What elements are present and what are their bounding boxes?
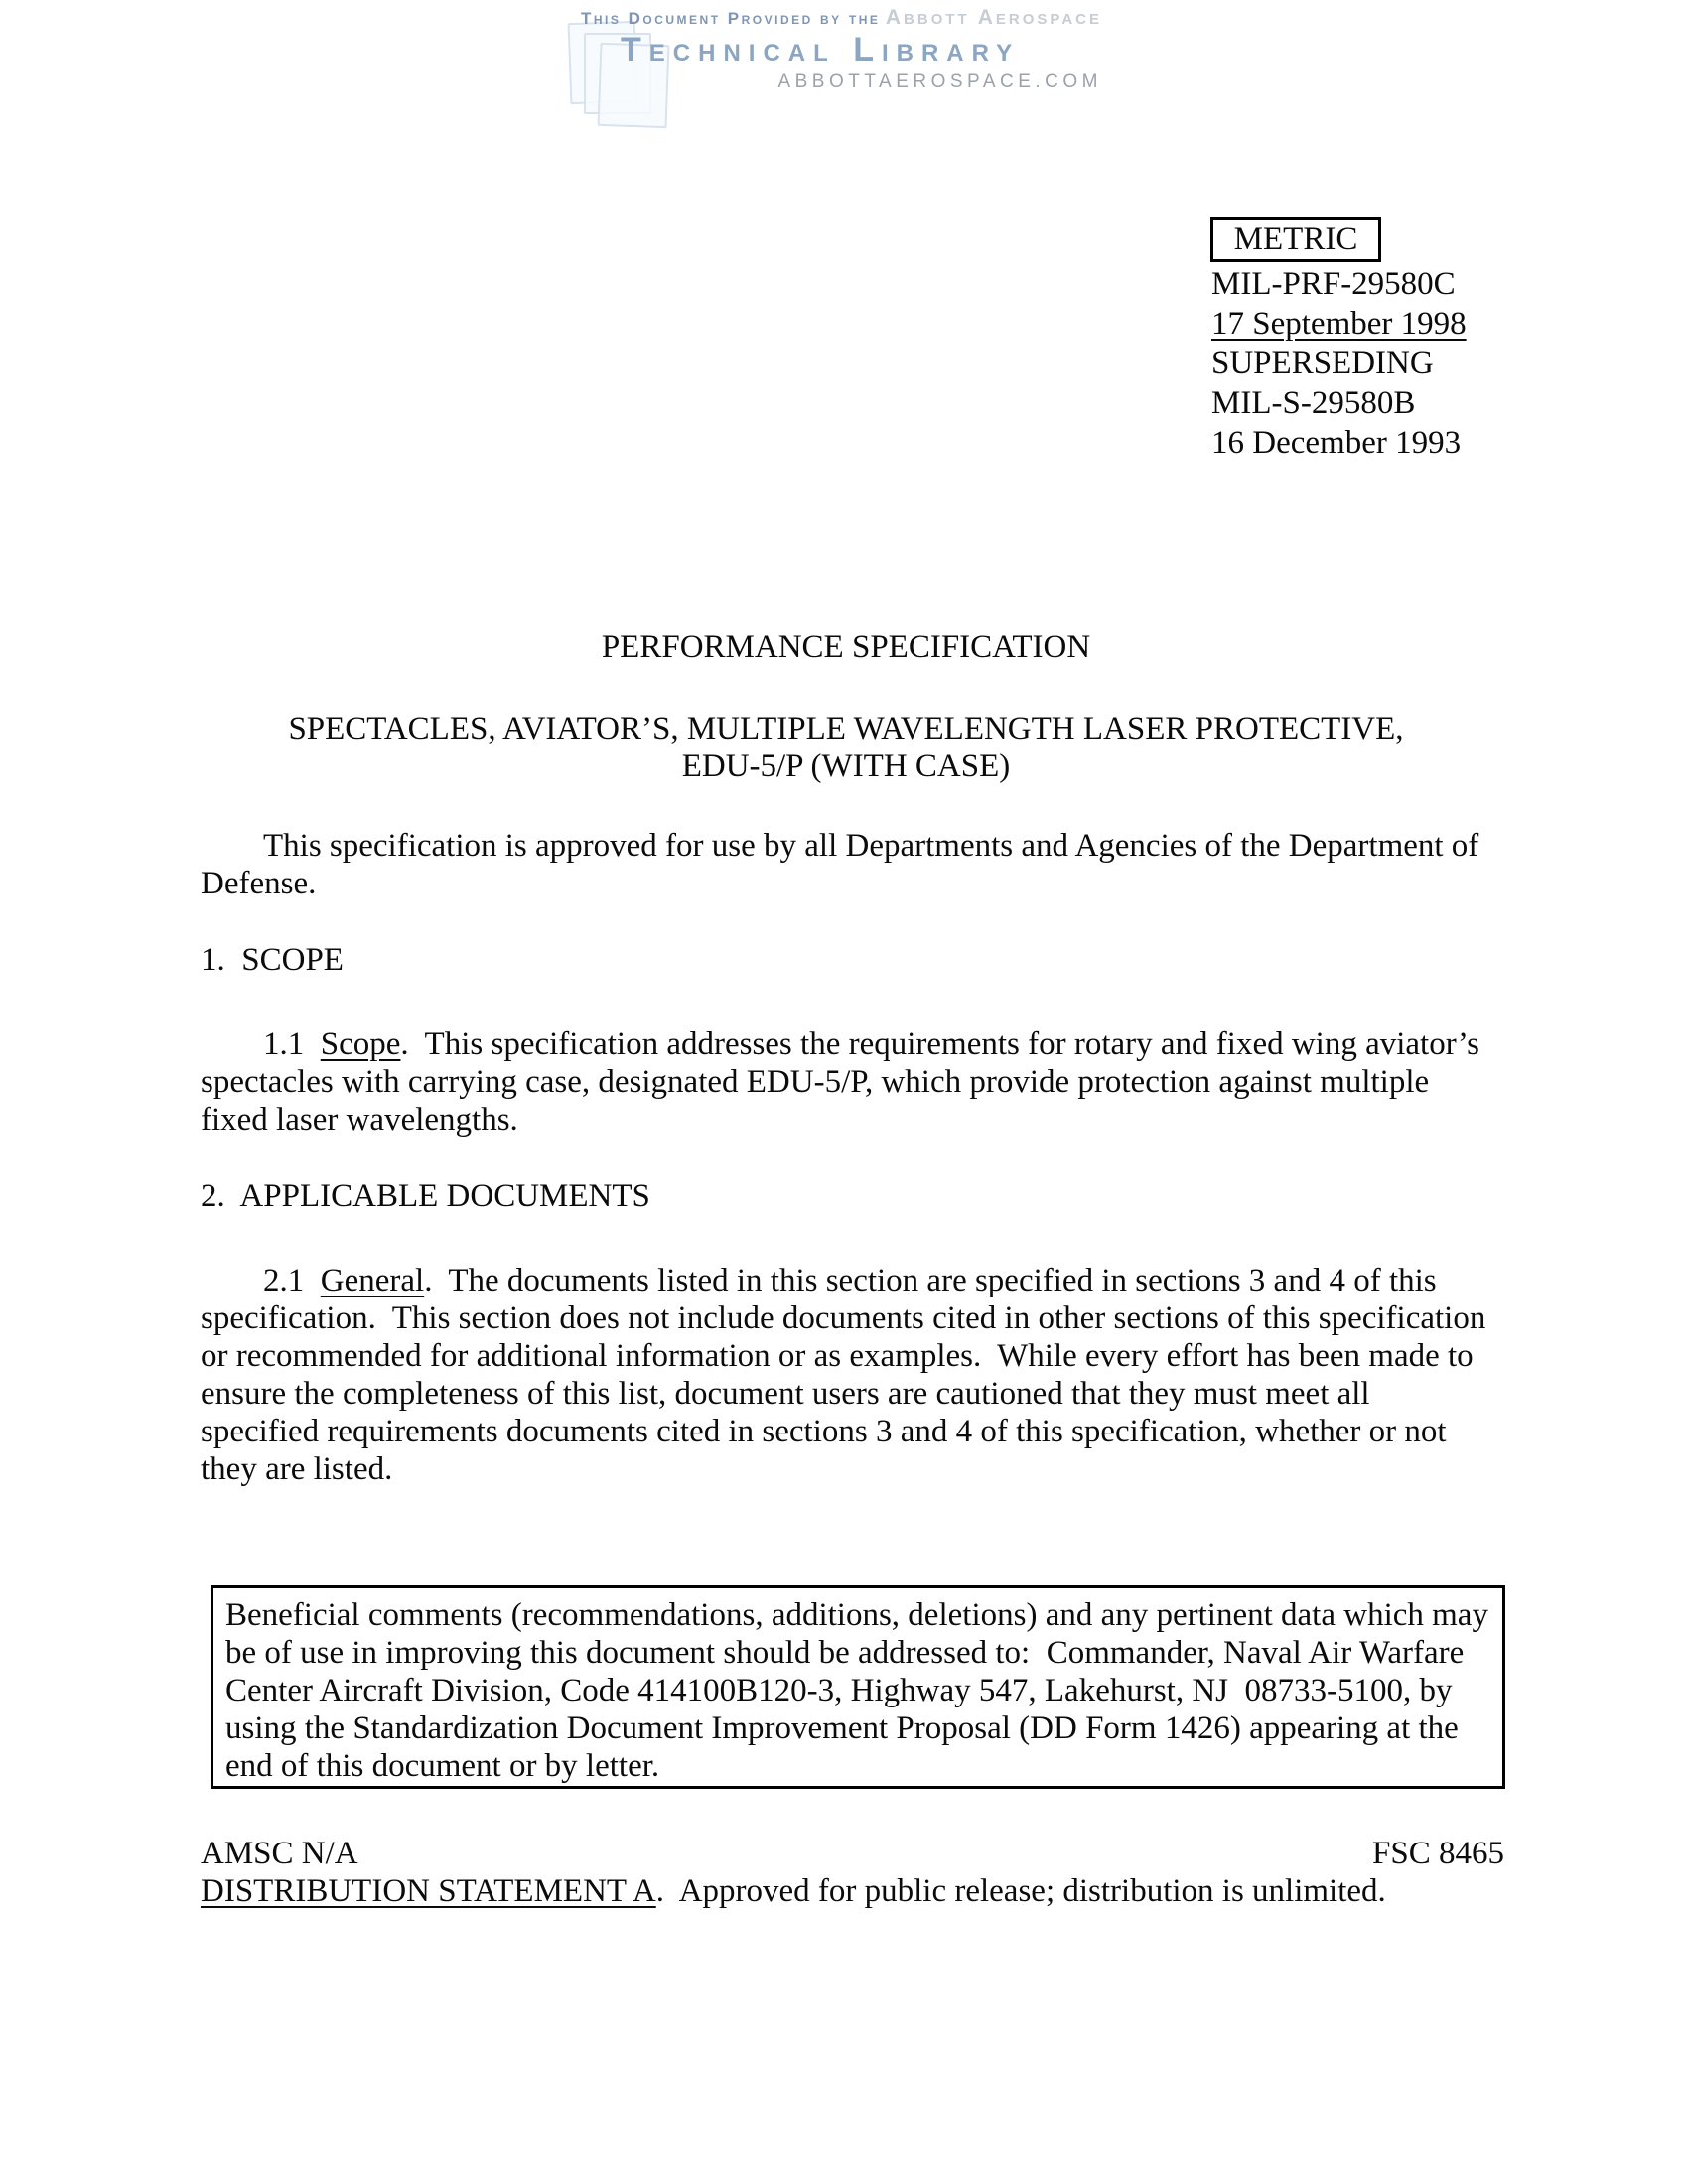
- superseding-label: SUPERSEDING: [1211, 345, 1434, 381]
- spec-number: MIL-PRF-29580C: [1211, 266, 1456, 302]
- document-title: [201, 710, 1491, 785]
- approval-line-1: This specification is approved for use by all Departments and Agencies of the Department of: [263, 828, 1479, 864]
- metric-label: METRIC: [1233, 221, 1358, 257]
- technical-library-logo: [581, 6, 1102, 93]
- comments-line-1: Beneficial comments (recommendations, additions, deletions) and any pertinent data which may: [225, 1597, 1488, 1633]
- amsc-code: AMSC N/A: [201, 1836, 358, 1871]
- document-type-heading: [201, 628, 1491, 666]
- scope-paragraph-line-1: 1.1 Scope. This specification addresses the requirements for rotary and fixed wing aviator’s: [263, 1026, 1479, 1062]
- provided-by-text: This Document Provided by the: [581, 9, 881, 28]
- approval-statement: [201, 827, 1511, 902]
- superseded-spec-number: MIL-S-29580B: [1211, 385, 1416, 421]
- superseded-spec-date: 16 December 1993: [1211, 425, 1462, 461]
- general-paragraph-line-1: 2.1 General. The documents listed in this section are specified in sections 3 and 4 of this: [263, 1263, 1437, 1298]
- general-paragraph-line-4: ensure the completeness of this list, document users are cautioned that they must meet all: [201, 1376, 1370, 1412]
- amsc-fsc-row: [201, 1835, 1504, 1872]
- document-id-block: [1211, 264, 1467, 463]
- fsc-code: FSC 8465: [1372, 1836, 1504, 1871]
- comments-line-4: using the Standardization Document Improvement Proposal (DD Form 1426) appearing at the: [225, 1710, 1459, 1746]
- section-2-1-paragraph: [201, 1262, 1511, 1488]
- general-term: General: [320, 1263, 425, 1298]
- section-1-1-paragraph: [201, 1025, 1511, 1139]
- distribution-statement: DISTRIBUTION STATEMENT A. Approved for public release; distribution is unlimited.: [201, 1873, 1386, 1909]
- logo-tagline-row: [581, 6, 1102, 30]
- comments-line-3: Center Aircraft Division, Code 414100B120-3, Highway 547, Lakehurst, NJ 08733-5100, by: [225, 1673, 1453, 1708]
- comments-line-5: end of this document or by letter.: [225, 1748, 660, 1784]
- approval-line-2: Defense.: [201, 866, 317, 901]
- scope-term: Scope: [320, 1026, 401, 1062]
- abbottaerospace-site-text: ABBOTTAEROSPACE.COM: [777, 71, 1102, 92]
- title-line-1: SPECTACLES, AVIATOR’S, MULTIPLE WAVELENGTH LASER PROTECTIVE,: [288, 711, 1404, 747]
- scope-heading-text: 1. SCOPE: [201, 942, 344, 978]
- general-paragraph-line-5: specified requirements documents cited in sections 3 and 4 of this specification, whether or not: [201, 1414, 1447, 1449]
- spec-date: 17 September 1998: [1211, 306, 1467, 341]
- comments-line-2: be of use in improving this document should be addressed to: Commander, Naval Air Warfare: [225, 1635, 1465, 1671]
- distribution-statement-label: DISTRIBUTION STATEMENT A: [201, 1873, 656, 1909]
- applicable-documents-heading-text: 2. APPLICABLE DOCUMENTS: [201, 1178, 650, 1214]
- scope-paragraph-line-3: fixed laser wavelengths.: [201, 1102, 518, 1138]
- section-1-heading: [201, 941, 344, 979]
- general-paragraph-line-2: specification. This section does not include documents cited in other sections of this specification: [201, 1300, 1486, 1336]
- performance-specification-text: PERFORMANCE SPECIFICATION: [601, 629, 1091, 665]
- beneficial-comments-box: [211, 1585, 1505, 1789]
- general-paragraph-line-3: or recommended for additional information or as examples. While every effort has been made to: [201, 1338, 1474, 1374]
- general-paragraph-line-6: they are listed.: [201, 1451, 393, 1487]
- technical-library-title-text: Technical Library: [621, 31, 1021, 68]
- metric-designation-box: [1210, 217, 1381, 262]
- section-2-heading: [201, 1177, 650, 1215]
- scope-paragraph-line-2: spectacles with carrying case, designated EDU-5/P, which provide protection against multiple: [201, 1064, 1430, 1100]
- logo-text-block: [581, 6, 1102, 93]
- abbott-aerospace-brand-text: Abbott Aerospace: [885, 6, 1102, 29]
- title-line-2: EDU-5/P (WITH CASE): [681, 749, 1011, 784]
